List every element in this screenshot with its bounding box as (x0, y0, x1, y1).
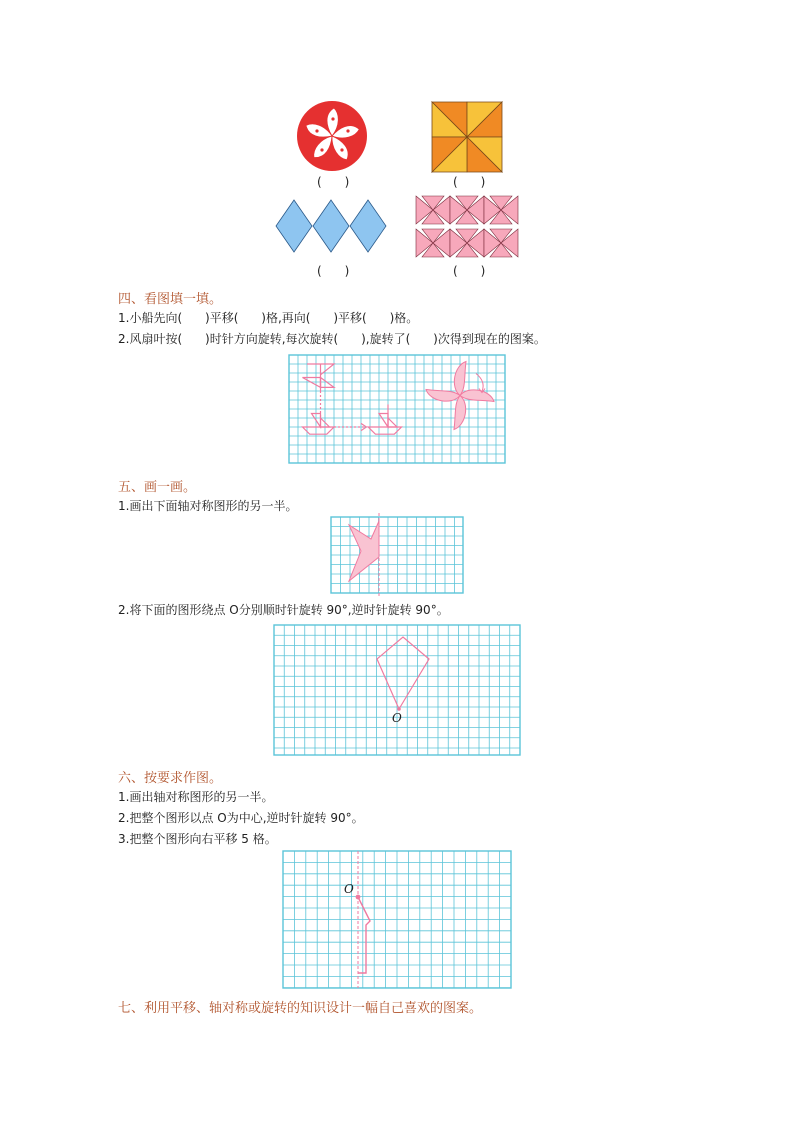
section-6-question-1: 1.画出轴对称图形的另一半。 (118, 790, 274, 804)
answer-paren-1: ( ) (317, 175, 350, 189)
bowtie-pattern (416, 196, 518, 258)
point-o-label-2: O (344, 882, 354, 896)
answer-paren-4: ( ) (453, 264, 486, 278)
section-6-question-3: 3.把整个图形向右平移 5 格。 (118, 832, 277, 846)
diamonds-pattern (276, 200, 386, 252)
grid-lines (274, 625, 520, 755)
answer-paren-3: ( ) (317, 264, 350, 278)
kite-shape (377, 637, 429, 709)
section-6-question-2: 2.把整个图形以点 O为中心,逆时针旋转 90°。 (118, 811, 364, 825)
half-arrow-shape (358, 897, 370, 973)
section-4-question-1: 1.小船先向( )平移( )格,再向( )平移( )格。 (118, 311, 419, 325)
boat-fan-grid (289, 355, 505, 463)
grid-lines (283, 851, 511, 988)
section-5-question-1: 1.画出下面轴对称图形的另一半。 (118, 499, 298, 513)
answer-paren-2: ( ) (453, 175, 486, 189)
section-4-heading: 四、看图填一填。 (118, 292, 223, 307)
section-4-question-2: 2.风扇叶按( )时针方向旋转,每次旋转( ),旋转了( )次得到现在的图案。 (118, 332, 546, 346)
point-o-label: O (392, 711, 402, 725)
section-6-heading: 六、按要求作图。 (118, 771, 223, 786)
section-5-heading: 五、画一画。 (118, 480, 197, 495)
kite-rotation-grid (274, 625, 520, 755)
symmetry-grid (331, 517, 463, 593)
arrow-transform-grid (283, 851, 511, 988)
section-5-question-2: 2.将下面的图形绕点 O分别顺时针旋转 90°,逆时针旋转 90°。 (118, 603, 449, 617)
pinwheel-icon (432, 102, 502, 172)
bauhinia-flag-icon (296, 100, 368, 172)
grid-lines (289, 355, 505, 463)
point-o-2 (356, 895, 361, 900)
section-7-heading: 七、利用平移、轴对称或旋转的知识设计一幅自己喜欢的图案。 (118, 1001, 483, 1016)
fan-shape (426, 362, 494, 430)
half-star-shape (349, 521, 379, 581)
